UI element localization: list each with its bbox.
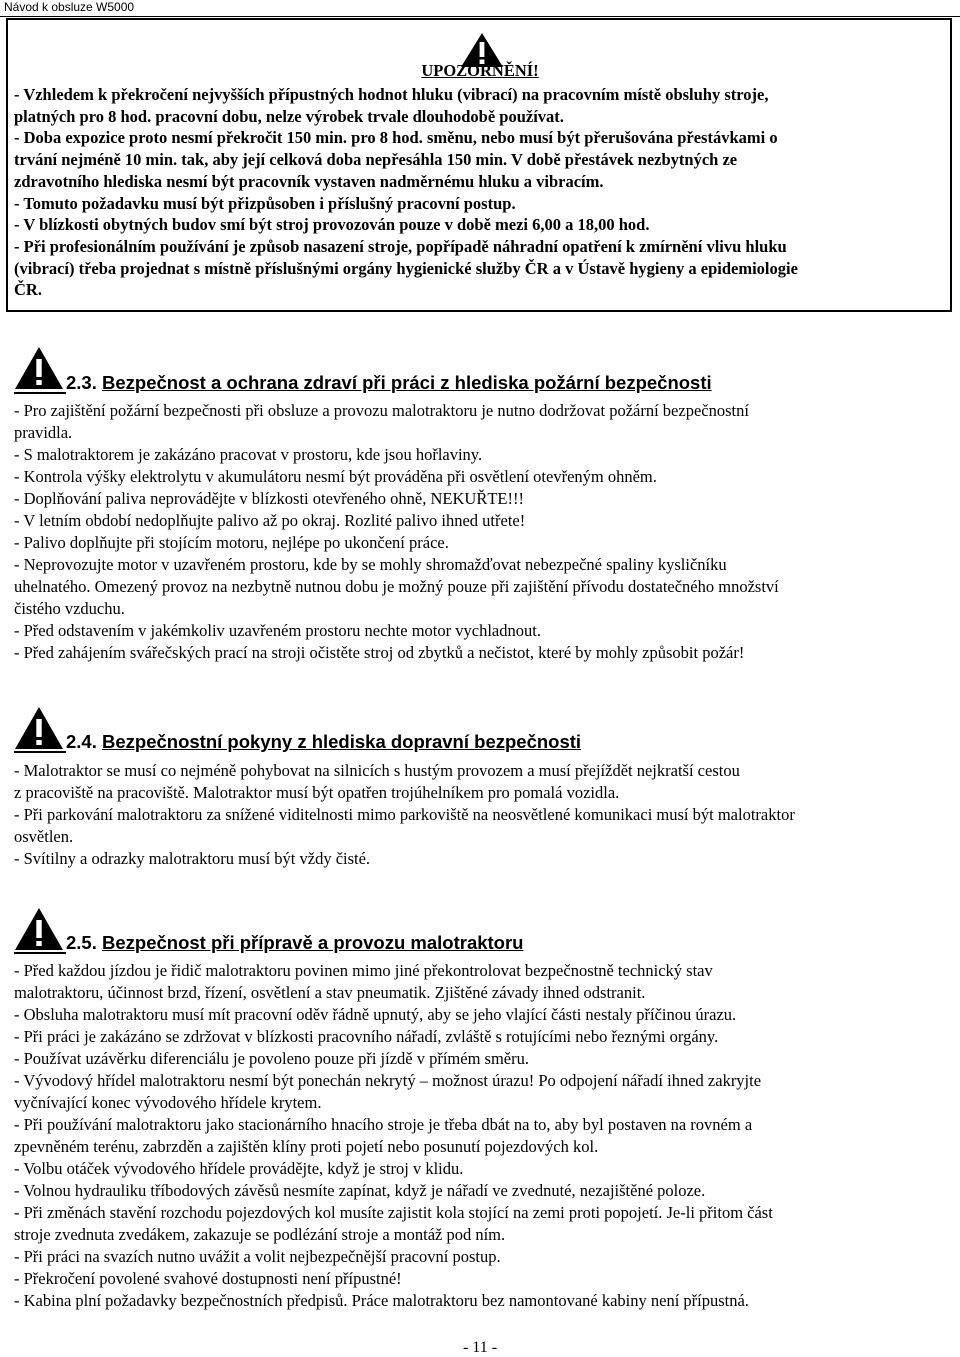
section-body: [14, 760, 950, 870]
text-line: vyčnívající konec vývodového hřídele krytem.: [14, 1093, 322, 1112]
text-line: - Malotraktor se musí co nejméně pohybovat na silnicích s hustým provozem a musí přejíždět nejkratší cestou: [14, 761, 740, 780]
warning-title: UPOZORNĚNÍ!: [421, 61, 539, 80]
warning-line: trvání nejméně 10 min. tak, aby její celková doba nepřesáhla 150 min. V době přestávek nezbytných ze: [14, 150, 738, 170]
text-line: - Při změnách stavění rozchodu pojezdových kol musíte zajistit kola stojící na zemi proti popojetí. Je-li přitom část: [14, 1203, 773, 1222]
text-line: uhelnatého. Omezený provoz na nezbytně nutnou dobu je možný pouze při zajištění přívodu dostatečného množství: [14, 577, 779, 596]
page-number: - 11 -: [462, 1339, 498, 1356]
section-title: Bezpečnost při přípravě a provozu malotraktoru: [102, 932, 524, 953]
text-line: - Vývodový hřídel malotraktoru nesmí být ponechán nekrytý – možnost úrazu! Po odpojení nářadí ihned zakryjte: [14, 1071, 762, 1090]
warning-line: - Tomuto požadavku musí být přizpůsoben i příslušný pracovní postup.: [14, 193, 516, 213]
text-line: - Používat uzávěrku diferenciálu je povoleno pouze při jízdě v přímém směru.: [14, 1049, 529, 1068]
section-title: Bezpečnostní pokyny z hlediska dopravní bezpečnosti: [102, 731, 582, 752]
warning-line: - Vzhledem k překročení nejvyšších přípustných hodnot hluku (vibrací) na pracovním místě obsluhy stroje,: [14, 85, 769, 104]
section-heading: [66, 372, 712, 394]
text-line: osvětlen.: [14, 827, 74, 846]
warning-line: platných pro 8 hod. pracovní dobu, nelze výrobek trvale dlouhodobě používat.: [14, 106, 564, 126]
text-line: - Obsluha malotraktoru musí mít pracovní oděv řádně upnutý, aby se jeho vlající části nestaly příčinou úrazu.: [14, 1005, 737, 1024]
section-number: 2.3.: [66, 372, 97, 393]
text-line: - Neprovozujte motor v uzavřeném prostoru, kde by se mohly shromažďovat nebezpečné spaliny kysličníku: [14, 555, 727, 574]
text-line: pravidla.: [14, 423, 73, 442]
section-number: 2.5.: [66, 932, 97, 953]
text-line: - Palivo doplňujte při stojícím motoru, nejlépe po ukončení práce.: [14, 533, 449, 552]
text-line: - Volnou hydrauliku tříbodových závěsů nesmíte zapínat, když je nářadí ve zvednuté, nezajištěné poloze.: [14, 1181, 706, 1200]
heading-underline: [14, 952, 66, 954]
header-divider: [0, 16, 960, 17]
section-heading: [66, 932, 523, 954]
heading-underline: [14, 751, 66, 753]
text-line: - Pro zajištění požární bezpečnosti při obsluze a provozu malotraktoru je nutno dodržovat požární bezpečnostní: [14, 401, 749, 420]
section-body: [14, 960, 950, 1312]
warning-line: ČR.: [14, 280, 42, 300]
warning-line: - Doba expozice proto nesmí překročit 150 min. pro 8 hod. směnu, nebo musí být přerušována přestávkami o: [14, 128, 778, 148]
text-line: - Při používání malotraktoru jako stacionárního hnacího stroje je třeba dbát na to, aby byl postaven na rovném a: [14, 1115, 753, 1134]
text-line: z pracoviště na pracoviště. Malotraktor musí být opatřen trojúhelníkem pro pomalá vozidla.: [14, 783, 620, 802]
text-line: - Při parkování malotraktoru za snížené viditelnosti mimo parkoviště na neosvětlené komunikaci musí být malotraktor: [14, 805, 795, 824]
section-body: [14, 400, 950, 664]
section-title: Bezpečnost a ochrana zdraví při práci z hlediska požární bezpečnosti: [102, 372, 712, 393]
text-line: - Volbu otáček vývodového hřídele provádějte, když je stroj v klidu.: [14, 1159, 464, 1178]
text-line: - Při práci na svazích nutno uvážit a volit nejbezpečnější pracovní postup.: [14, 1247, 501, 1266]
warning-line: zdravotního hlediska nesmí být pracovník vystaven nadměrnému hluku a vibracím.: [14, 171, 604, 191]
warning-triangle-icon: [14, 346, 64, 390]
text-line: - Kontrola výšky elektrolytu v akumulátoru nesmí být prováděna při osvětlení otevřeným ohněm.: [14, 467, 657, 486]
section-number: 2.4.: [66, 731, 97, 752]
section-heading: [66, 731, 581, 753]
text-line: - Svítilny a odrazky malotraktoru musí být vždy čisté.: [14, 849, 371, 868]
document-header-title: Návod k obsluze W5000: [4, 0, 135, 14]
text-line: zpevněném terénu, zabrzděn a zajištěn klíny proti pojetí nebo posunutí pojezdových kol.: [14, 1137, 599, 1156]
warning-line: (vibrací) třeba projednat s místně příslušnými orgány hygienické služby ČR a v Ústavě hygieny a epidemiologie: [14, 258, 798, 278]
text-line: - S malotraktorem je zakázáno pracovat v prostoru, kde jsou hořlaviny.: [14, 445, 483, 464]
text-line: - Před zahájením svářečských prací na stroji očistěte stroj od zbytků a nečistot, které by mohly způsobit požár!: [14, 643, 745, 662]
text-line: - Při práci je zakázáno se zdržovat v blízkosti pracovního nářadí, zvláště s rotujícími nebo řeznými orgány.: [14, 1027, 719, 1046]
warning-line: - Při profesionálním používání je způsob nasazení stroje, popřípadě náhradní opatření k zmírnění vlivu hluku: [14, 236, 787, 256]
text-line: - V letním období nedoplňujte palivo až po okraj. Rozlité palivo ihned utřete!: [14, 511, 526, 530]
text-line: čistého vzduchu.: [14, 599, 125, 618]
text-line: - Doplňování paliva neprovádějte v blízkosti otevřeného ohně, NEKUŘTE!!!: [14, 489, 524, 508]
text-line: - Překročení povolené svahové dostupnosti není přípustné!: [14, 1269, 402, 1288]
warning-text: [14, 84, 946, 301]
text-line: malotraktoru, účinnost brzd, řízení, osvětlení a stav pneumatik. Zjištěné závady ihned odstranit.: [14, 983, 646, 1002]
warning-line: - V blízkosti obytných budov smí být stroj provozován pouze v době mezi 6,00 a 18,00 hod.: [14, 215, 650, 235]
text-line: - Kabina plní požadavky bezpečnostních předpisů. Práce malotraktoru bez namontované kabiny není přípustná.: [14, 1291, 749, 1310]
warning-triangle-icon: [14, 706, 64, 750]
text-line: - Před každou jízdou je řidič malotraktoru povinen mimo jiné překontrolovat bezpečnostně technický stav: [14, 961, 713, 980]
text-line: stroje zvednuta zvedákem, zakazuje se podlézání stroje a montáž pod ním.: [14, 1225, 506, 1244]
text-line: - Před odstavením v jakémkoliv uzavřeném prostoru nechte motor vychladnout.: [14, 621, 541, 640]
warning-triangle-icon: [14, 907, 64, 951]
heading-underline: [14, 392, 66, 394]
